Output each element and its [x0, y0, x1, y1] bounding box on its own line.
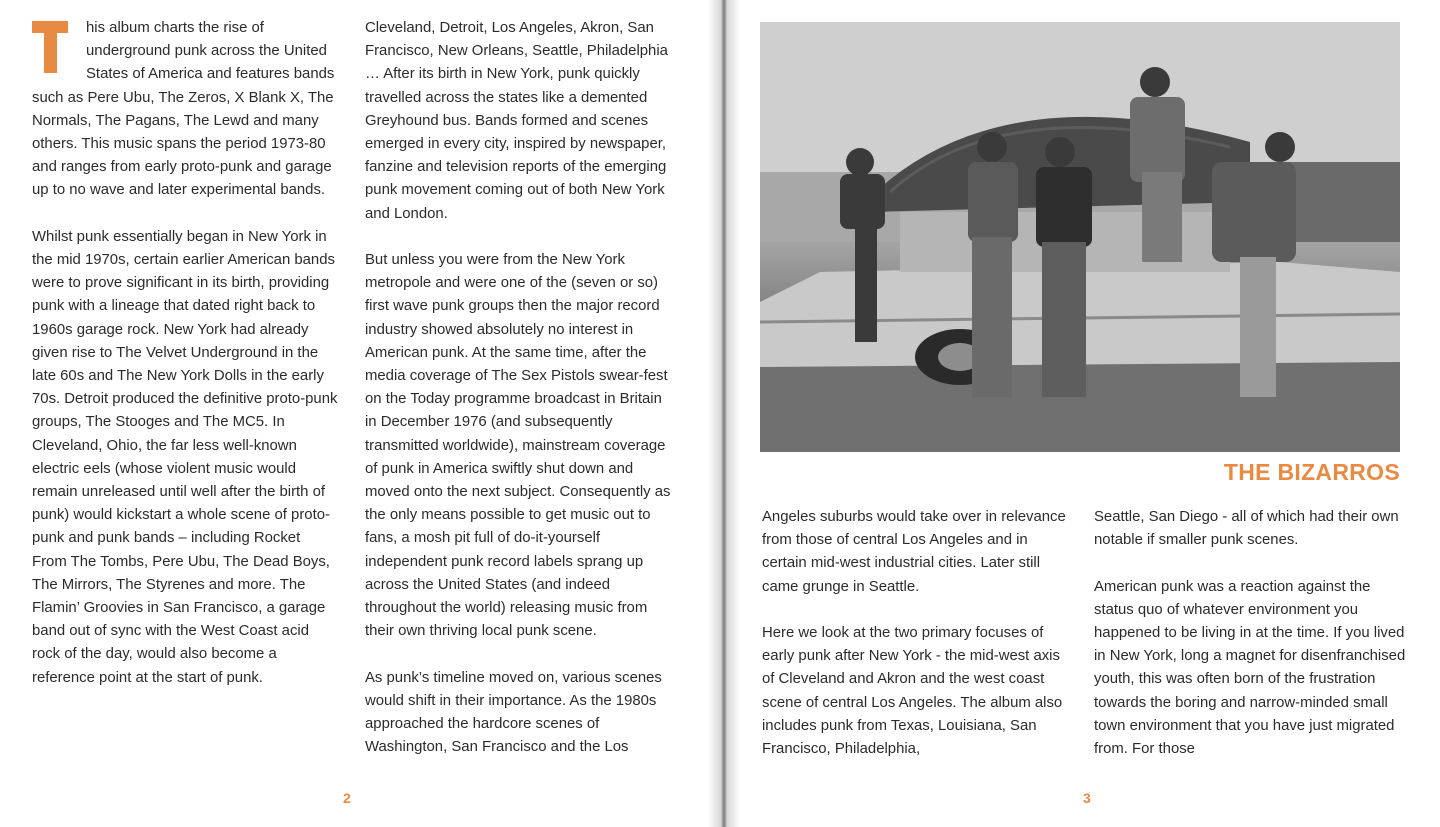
photo-caption: THE BIZARROS	[1223, 459, 1400, 485]
band-photo	[760, 22, 1400, 452]
body-paragraph: As punk’s timeline moved on, various scenes would shift in their importance. As the 1980s approached the hardcore scenes of Washington, San Francisco and the Los	[365, 669, 662, 756]
left-column-2	[365, 17, 677, 759]
body-paragraph: Seattle, San Diego - all of which had their own notable if smaller punk scenes.	[1094, 509, 1399, 549]
body-paragraph: Here we look at the two primary focuses of early punk after New York - the mid-west axis of Cleveland and Akron and the west coast scene of central Los Angeles. The album also includes punk from Texas, Louisiana, San Francisco, Philadelphia,	[762, 625, 1063, 758]
intro-paragraph	[32, 17, 338, 203]
page-number-right: 3	[1083, 790, 1091, 806]
band-photo-illustration	[760, 22, 1400, 452]
right-column-2	[1094, 506, 1406, 761]
body-paragraph: American punk was a reaction against the status quo of whatever environment you happened to be living in at the time. If you lived in New York, long a magnet for disenfranchised youth, this was often born of the frustration towards the boring and narrow-minded small town environment that you have just migrated from. For those	[1094, 578, 1406, 758]
right-column-1	[762, 506, 1074, 761]
page-number-left: 2	[343, 790, 351, 806]
body-paragraph: Angeles suburbs would take over in relevance from those of central Los Angeles and in certain mid-west industrial cities. Later still came grunge in Seattle.	[762, 509, 1066, 595]
body-paragraph: Cleveland, Detroit, Los Angeles, Akron, San Francisco, New Orleans, Seattle, Philadelphia … After its birth in New York, punk quickly travelled across the states like a demented Greyhound bus. Bands formed and scenes emerged in every city, inspired by newspaper, fanzine and television reports of the emerging punk movement coming out of both New York and London.	[365, 20, 668, 222]
dropcap-t	[32, 21, 68, 73]
body-paragraph: But unless you were from the New York metropole and were one of the (seven or so) first wave punk groups then the major record industry showed absolutely no interest in American punk. At the same time, after the media coverage of The Sex Pistols swear-fest on the Today programme broadcast in Britain in December 1976 (and subsequently transmitted worldwide), mainstream coverage of punk in America swiftly shut down and moved onto the next subject. Consequently as the only means possible to get music out to fans, a mosh pit full of do-it-yourself independent punk record labels sprang up across the United States (and indeed throughout the world) releasing music from their own thriving local punk scene.	[365, 252, 671, 640]
body-paragraph: Whilst punk essentially began in New York in the mid 1970s, certain earlier American bands were to prove significant in its birth, providing punk with a lineage that dated right back to 1960s garage rock. New York had already given rise to The Velvet Underground in the late 60s and The New York Dolls in the early 70s. Detroit produced the definitive proto-punk groups, The Stooges and The MC5. In Cleveland, Ohio, the far less well-known electric eels (whose violent music would remain unreleased until well after the birth of punk) would kickstart a whole scene of proto-punk and punk bands – including Rocket From The Tombs, Pere Ubu, The Dead Boys, The Mirrors, The Styrenes and more. The Flamin’ Groovies in San Francisco, a garage band out of sync with the West Coast acid rock of the day, would also become a reference point at the start of punk.	[32, 228, 338, 686]
left-column-1	[32, 17, 338, 690]
intro-text: his album charts the rise of underground punk across the United States of America and features bands such as Pere Ubu, The Zeros, X Blank X, The Normals, The Pagans, The Lewd and many others. This music spans the period 1973-80 and ranges from early proto-punk and garage up to no wave and later experimental bands.	[32, 20, 335, 199]
book-spine-gutter	[708, 0, 740, 827]
